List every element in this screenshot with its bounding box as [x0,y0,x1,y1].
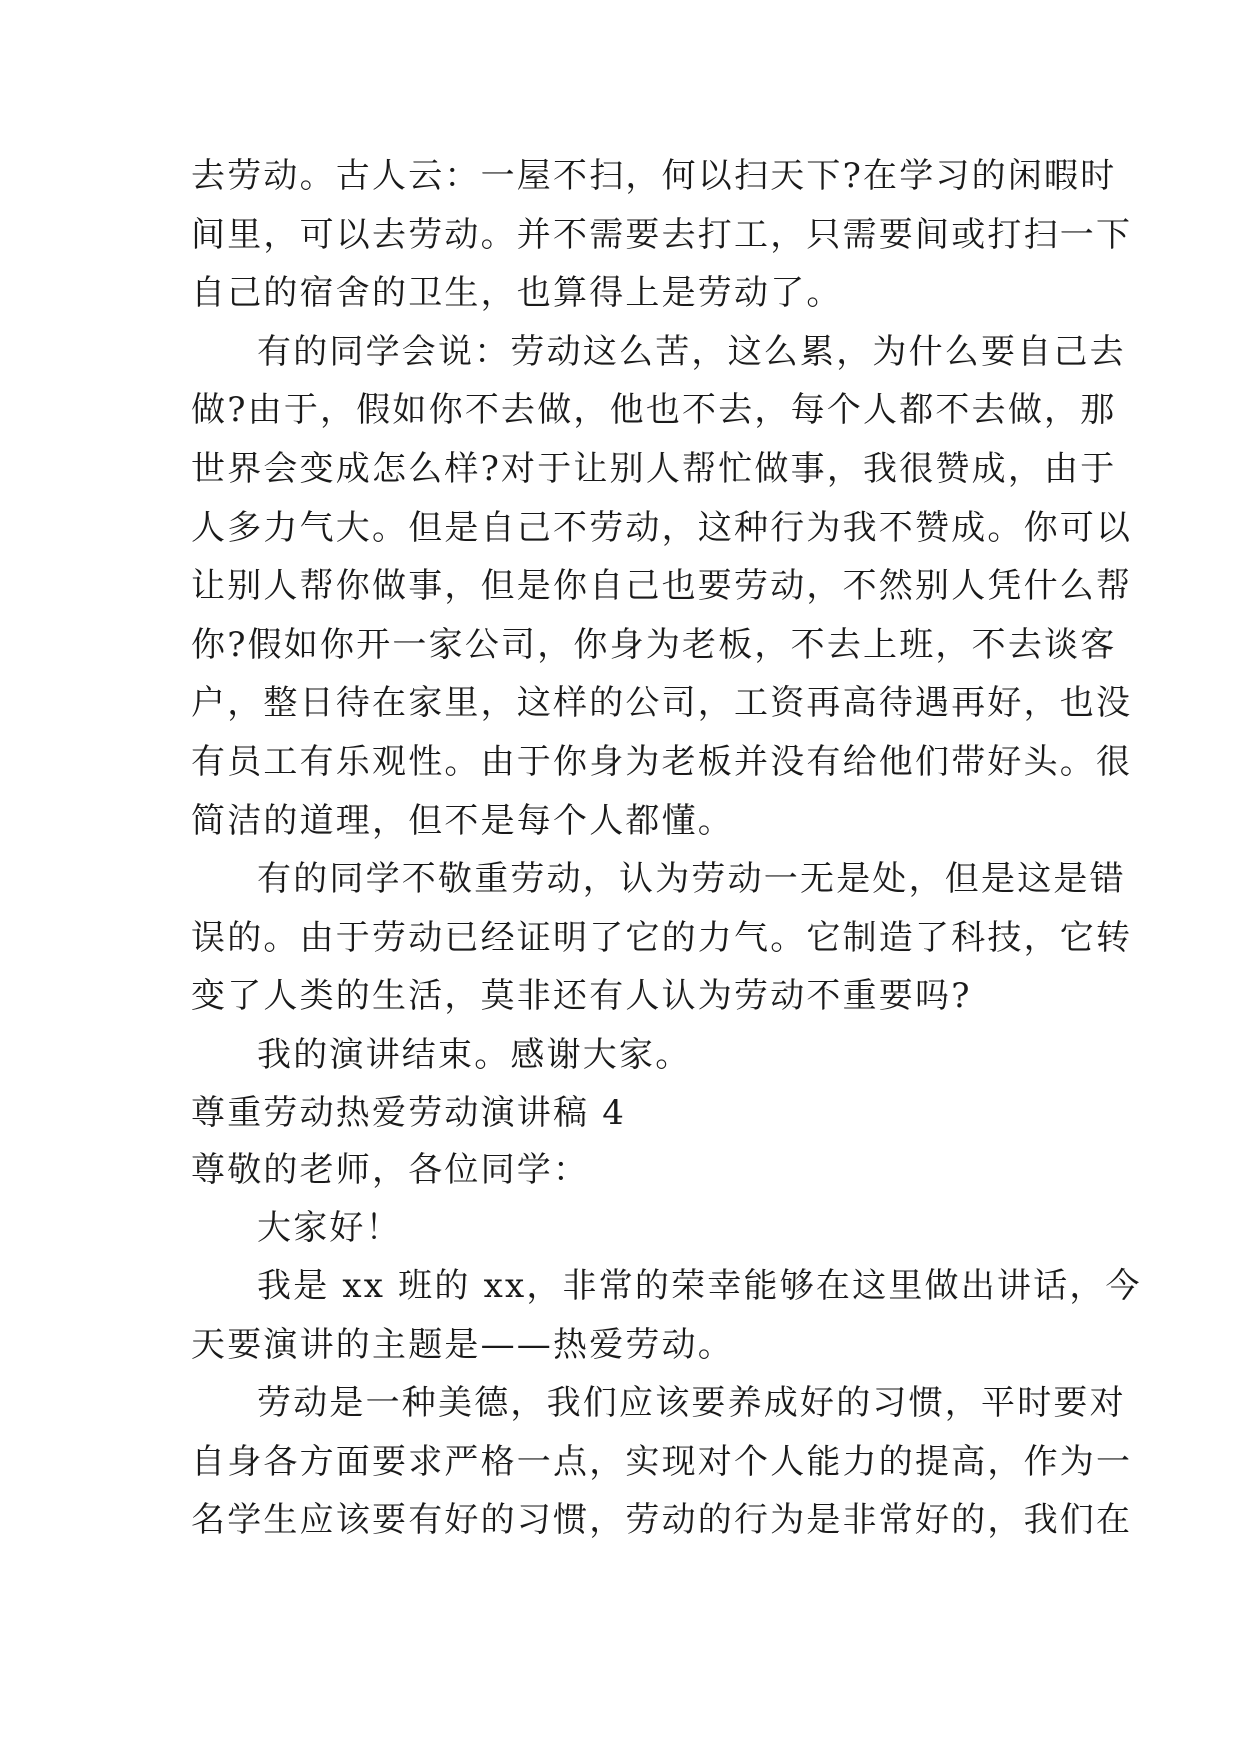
salutation: 尊敬的老师，各位同学： [191,1149,590,1190]
text-line: 简洁的道理，但不是每个人都懂。 [191,800,734,841]
text-line: 名学生应该要有好的习惯，劳动的行为是非常好的，我们在 [191,1500,1133,1541]
text-line: 让别人帮你做事，但是你自己也要劳动，不然别人凭什么帮 [191,566,1133,607]
text-line: 你?假如你开一家公司，你身为老板，不去上班，不去谈客 [191,624,1117,665]
text-line: 自己的宿舍的卫生，也算得上是劳动了。 [191,273,843,314]
text-line: 世界会变成怎么样?对于让别人帮忙做事，我很赞成，由于 [191,448,1117,489]
text-line: 变了人类的生活，莫非还有人认为劳动不重要吗? [191,976,972,1017]
text-line: 户，整日待在家里，这样的公司，工资再高待遇再好，也没 [191,683,1133,724]
greeting: 大家好！ [257,1207,402,1248]
speech-title: 尊重劳动热爱劳动演讲稿 4 [191,1092,627,1133]
text-line: 人多力气大。但是自己不劳动，这种行为我不赞成。你可以 [191,507,1133,548]
closing-line: 我的演讲结束。感谢大家。 [257,1034,692,1075]
text-line: 天要演讲的主题是——热爱劳动。 [191,1324,734,1365]
text-line: 自身各方面要求严格一点，实现对个人能力的提高，作为一 [191,1441,1133,1482]
text-line: 误的。由于劳动已经证明了它的力气。它制造了科技，它转 [191,917,1133,958]
text-line: 去劳动。古人云：一屋不扫，何以扫天下?在学习的闲暇时 [191,156,1117,196]
text-line: 间里，可以去劳动。并不需要去打工，只需要间或打扫一下 [191,214,1133,255]
text-line: 做?由于，假如你不去做，他也不去，每个人都不去做，那 [191,390,1117,431]
paragraph-start-line: 有的同学会说：劳动这么苦，这么累，为什么要自己去 [257,331,1126,372]
paragraph-start-line: 劳动是一种美德，我们应该要养成好的习惯，平时要对 [257,1383,1126,1424]
paragraph-start-line: 我是 xx 班的 xx，非常的荣幸能够在这里做出讲话，今 [257,1266,1142,1307]
document-body [191,147,1142,1550]
paragraph-start-line: 有的同学不敬重劳动，认为劳动一无是处，但是这是错 [257,859,1126,900]
text-line: 有员工有乐观性。由于你身为老板并没有给他们带好头。很 [191,741,1133,782]
